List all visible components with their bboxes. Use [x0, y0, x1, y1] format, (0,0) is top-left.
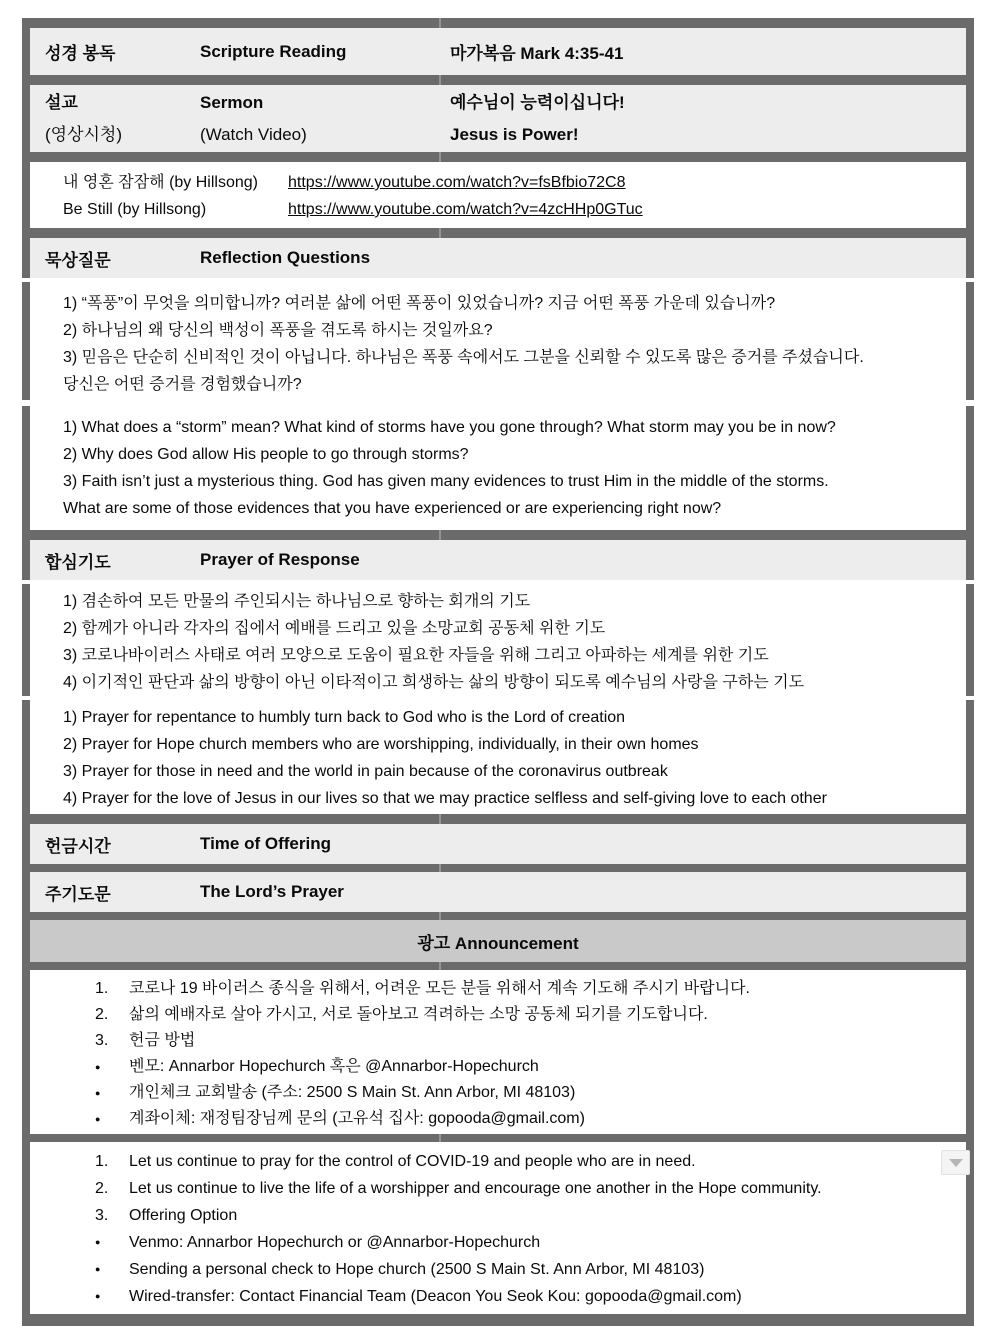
prayer-kr-label: 합심기도	[45, 552, 111, 572]
section-divider	[22, 912, 974, 920]
prayer-item-kr: 1) 겸손하여 모든 만물의 주인되시는 하나님으로 향하는 회개의 기도	[63, 593, 531, 610]
list-marker: 2.	[95, 1180, 109, 1197]
bullet-icon: ●	[95, 1237, 101, 1247]
list-marker: 2.	[95, 1006, 109, 1023]
announcement-item-en: ● Venmo: Annarbor Hopechurch or @Annarbor-Hopechurch	[95, 1229, 952, 1256]
table-column-seam	[439, 152, 441, 162]
video-label: Be Still (by Hillsong)	[63, 201, 207, 218]
reflection-question-kr: 3) 믿음은 단순히 신비적인 것이 아닙니다. 하나님은 폭풍 속에서도 그분을 신뢰할 수 있도록 많은 증거를 주셨습니다.	[63, 349, 864, 366]
scripture-kr-label: 성경 봉독	[45, 44, 116, 63]
reflection-question-kr: 1) “폭풍”이 무엇을 의미합니까? 여러분 삶에 어떤 폭풍이 있었습니까? 지금 어떤 폭풍 가운데 있습니까?	[63, 295, 776, 312]
announcement-item-kr: 1. 코로나 19 바이러스 종식을 위해서, 어려운 모든 분들 위해서 계속 기도해 주시기 바랍니다.	[95, 976, 952, 1002]
sermon-row	[22, 85, 974, 152]
reflection-kr-label: 묵상질문	[45, 250, 111, 270]
announcement-item-kr: ● 개인체크 교회발송 (주소: 2500 S Main St. Ann Arbor, MI 48103)	[95, 1080, 952, 1106]
prayer-item-en: 4) Prayer for the love of Jesus in our lives so that we may practice selfless and self-giving love to each other	[63, 790, 827, 807]
prayer-item-en: 2) Prayer for Hope church members who are worshipping, individually, in their own homes	[63, 736, 699, 753]
reflection-questions-en	[22, 406, 974, 530]
reflection-question-kr: 당신은 어떤 증거를 경험했습니까?	[63, 376, 302, 393]
reflection-question-en: 1) What does a “storm” mean? What kind of storms have you gone through? What storm may you be in now?	[63, 419, 836, 436]
prayer-item-kr: 4) 이기적인 판단과 삶의 방향이 아닌 이타적이고 희생하는 삶의 방향이 되도록 예수님의 사랑을 구하는 기도	[63, 674, 805, 691]
announcement-item-kr: ● 벤모: Annarbor Hopechurch 혹은 @Annarbor-Hopechurch	[95, 1054, 952, 1080]
reflection-question-en: 2) Why does God allow His people to go through storms?	[63, 446, 469, 463]
announcement-item-kr: ● 계좌이체: 재정팀장님께 문의 (고유석 집사: gopooda@gmail.com)	[95, 1106, 952, 1132]
announcement-title: 광고 Announcement	[417, 933, 579, 953]
video-url-link[interactable]: https://www.youtube.com/watch?v=4zcHHp0GTuc	[288, 201, 643, 218]
video-url-link[interactable]: https://www.youtube.com/watch?v=fsBfbio72C8	[288, 174, 626, 191]
video-label: 내 영혼 잠잠해 (by Hillsong)	[63, 174, 258, 191]
scripture-en-label: Scripture Reading	[200, 41, 347, 61]
table-column-seam	[439, 814, 441, 824]
table-column-seam	[439, 18, 441, 28]
announcements-en	[22, 1142, 974, 1314]
bullet-icon: ●	[95, 1291, 101, 1301]
list-marker: 1.	[95, 1153, 109, 1170]
section-divider	[22, 75, 974, 85]
table-column-seam	[439, 864, 441, 872]
section-divider-bottom	[22, 1314, 974, 1326]
reflection-question-en: 3) Faith isn’t just a mysterious thing. God has given many evidences to trust Him in the middle of the storms.	[63, 473, 829, 490]
announcement-item-en: ● Wired-transfer: Contact Financial Team (Deacon You Seok Kou: gopooda@gmail.com)	[95, 1283, 952, 1310]
section-divider	[22, 18, 974, 28]
scroll-down-button[interactable]	[941, 1150, 970, 1175]
lords-prayer-en-label: The Lord’s Prayer	[200, 882, 344, 901]
announcement-header-row	[22, 920, 974, 962]
table-column-seam	[439, 1134, 441, 1142]
prayer-item-en: 3) Prayer for those in need and the world in pain because of the coronavirus outbreak	[63, 763, 668, 780]
list-marker: 3.	[95, 1207, 109, 1224]
announcement-item-en: 3. Offering Option	[95, 1202, 952, 1229]
video-link-row	[63, 169, 966, 196]
reflection-en-label: Reflection Questions	[200, 248, 371, 267]
video-link-row	[63, 196, 966, 223]
sermon-en-label: Sermon	[200, 92, 264, 112]
bullet-icon: ●	[95, 1114, 101, 1124]
bullet-icon: ●	[95, 1062, 101, 1072]
section-divider	[22, 228, 974, 238]
sermon-en-sublabel: (Watch Video)	[200, 124, 307, 144]
bullet-icon: ●	[95, 1264, 101, 1274]
reflection-questions-kr	[22, 282, 974, 400]
lords-prayer-kr-label: 주기도문	[45, 884, 111, 904]
announcement-item-kr: 2. 삶의 예배자로 살아 가시고, 서로 돌아보고 격려하는 소망 공동체 되기를 기도합니다.	[95, 1002, 952, 1028]
section-divider	[22, 1134, 974, 1142]
announcement-item-kr: 3. 헌금 방법	[95, 1028, 952, 1054]
prayer-items-kr	[22, 584, 974, 696]
lords-prayer-row	[22, 872, 974, 912]
sermon-title-kr: 예수님이 능력이십니다!	[450, 92, 625, 112]
list-marker: 1.	[95, 980, 109, 997]
announcements-kr	[22, 970, 974, 1134]
table-column-seam	[439, 228, 441, 238]
section-divider	[22, 814, 974, 824]
video-links-row	[22, 162, 974, 228]
table-column-seam	[439, 962, 441, 970]
section-divider	[22, 962, 974, 970]
table-column-seam	[439, 530, 441, 540]
prayer-items-en	[22, 700, 974, 814]
scripture-passage: 마가복음 Mark 4:35-41	[450, 44, 624, 63]
section-divider	[22, 530, 974, 540]
bullet-icon: ●	[95, 1088, 101, 1098]
sermon-kr-label: 설교	[45, 92, 78, 112]
chevron-down-icon	[949, 1159, 963, 1167]
prayer-en-label: Prayer of Response	[200, 550, 360, 569]
prayer-of-response-header-row	[22, 540, 974, 580]
prayer-item-kr: 3) 코로나바이러스 사태로 여러 모양으로 도움이 필요한 자들을 위해 그리고 아파하는 세계를 위한 기도	[63, 647, 769, 664]
scripture-reading-row	[22, 28, 974, 75]
reflection-question-kr: 2) 하나님의 왜 당신의 백성이 폭풍을 겪도록 하시는 것일까요?	[63, 322, 493, 339]
prayer-item-en: 1) Prayer for repentance to humbly turn back to God who is the Lord of creation	[63, 709, 626, 726]
worship-bulletin-document	[22, 18, 974, 1326]
sermon-title-en: Jesus is Power!	[450, 124, 579, 144]
reflection-question-en: What are some of those evidences that you have experienced or are experiencing right now?	[63, 500, 722, 517]
time-of-offering-row	[22, 824, 974, 864]
table-column-seam	[439, 912, 441, 920]
announcement-item-en: 2. Let us continue to live the life of a worshipper and encourage one another in the Hope community.	[95, 1175, 952, 1202]
table-column-seam	[439, 75, 441, 85]
announcement-item-en: 1. Let us continue to pray for the control of COVID-19 and people who are in need.	[95, 1148, 952, 1175]
reflection-questions-header-row	[22, 238, 974, 278]
offering-kr-label: 헌금시간	[45, 836, 111, 856]
announcement-item-en: ● Sending a personal check to Hope church (2500 S Main St. Ann Arbor, MI 48103)	[95, 1256, 952, 1283]
section-divider	[22, 152, 974, 162]
section-divider	[22, 864, 974, 872]
sermon-kr-sublabel: (영상시청)	[45, 124, 123, 144]
offering-en-label: Time of Offering	[200, 834, 331, 853]
list-marker: 3.	[95, 1032, 109, 1049]
prayer-item-kr: 2) 함께가 아니라 각자의 집에서 예배를 드리고 있을 소망교회 공동체 위한 기도	[63, 620, 606, 637]
